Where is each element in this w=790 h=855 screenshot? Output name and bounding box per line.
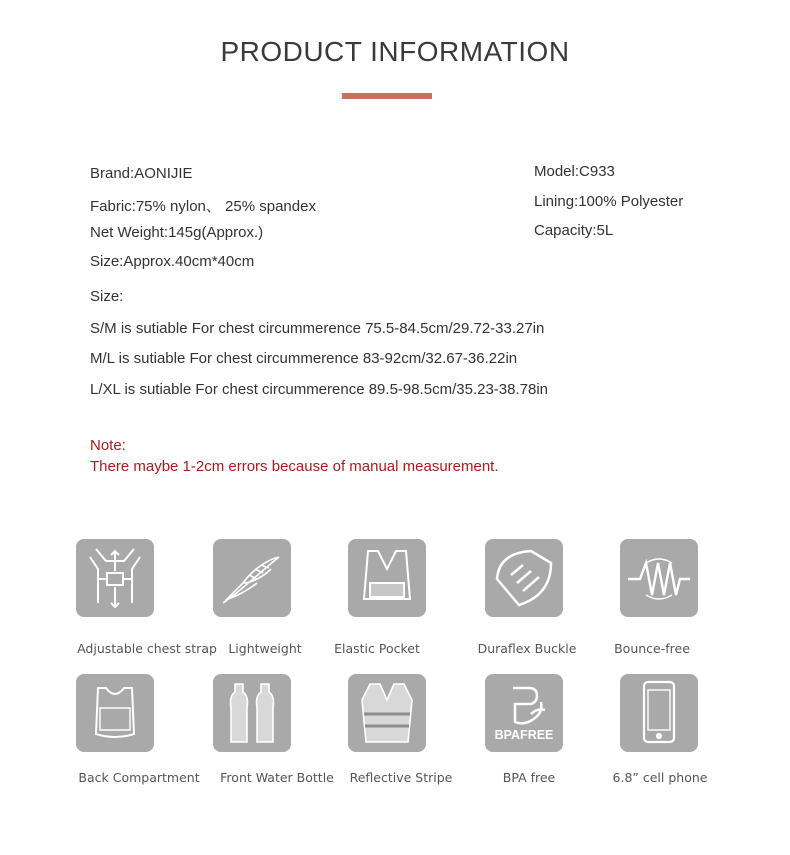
note-heading: Note: <box>90 437 126 454</box>
chest-strap-icon <box>76 539 154 617</box>
feature-label-cell-phone: 6.8” cell phone <box>612 770 708 785</box>
vest-pocket-icon <box>348 539 426 617</box>
feature-label-back-compartment: Back Compartment <box>78 770 200 785</box>
size-line-ml: M/L is sutiable For chest circummerence 83-92cm/32.67-36.22in <box>90 350 518 367</box>
feature-label-lightweight: Lightweight <box>228 641 302 656</box>
reflective-vest-icon <box>348 674 426 752</box>
feature-label-duraflex-buckle: Duraflex Buckle <box>477 641 577 656</box>
bpa-free-icon <box>485 674 563 752</box>
size-line-lxl: L/XL is sutiable For chest circummerence 89.5-98.5cm/35.23-38.78in <box>90 381 549 398</box>
feather-icon <box>213 539 291 617</box>
size-line-sm: S/M is sutiable For chest circummerence 75.5-84.5cm/29.72-33.27in <box>90 320 545 337</box>
feature-label-bounce-free: Bounce-free <box>614 641 690 656</box>
water-bottle-icon <box>213 674 291 752</box>
spec-fabric: Fabric:75% nylon、 25% spandex <box>90 198 316 215</box>
spec-brand: Brand:AONIJIE <box>90 165 193 182</box>
bpa-free-badge-text: BPAFREE <box>494 728 554 742</box>
spec-model: Model:C933 <box>534 163 615 180</box>
page-title: PRODUCT INFORMATION <box>220 36 570 67</box>
spec-lining: Lining:100% Polyester <box>534 193 684 210</box>
cell-phone-icon <box>620 674 698 752</box>
feature-label-bpa-free: BPA free <box>502 770 556 785</box>
note-text: There maybe 1-2cm errors because of manual measurement. <box>90 458 499 475</box>
feature-label-elastic-pocket: Elastic Pocket <box>334 641 420 656</box>
title-underline <box>342 93 432 99</box>
wave-icon <box>620 539 698 617</box>
feature-label-front-water-bottle: Front Water Bottle <box>220 770 334 785</box>
size-heading: Size: <box>90 288 124 305</box>
spec-net-weight: Net Weight:145g(Approx.) <box>90 224 264 241</box>
spec-size-approx: Size:Approx.40cm*40cm <box>90 253 255 270</box>
buckle-icon <box>485 539 563 617</box>
feature-label-chest-strap: Adjustable chest strap <box>77 641 217 656</box>
spec-capacity: Capacity:5L <box>534 222 614 239</box>
feature-label-reflective-stripe: Reflective Stripe <box>349 770 453 785</box>
back-compartment-icon <box>76 674 154 752</box>
